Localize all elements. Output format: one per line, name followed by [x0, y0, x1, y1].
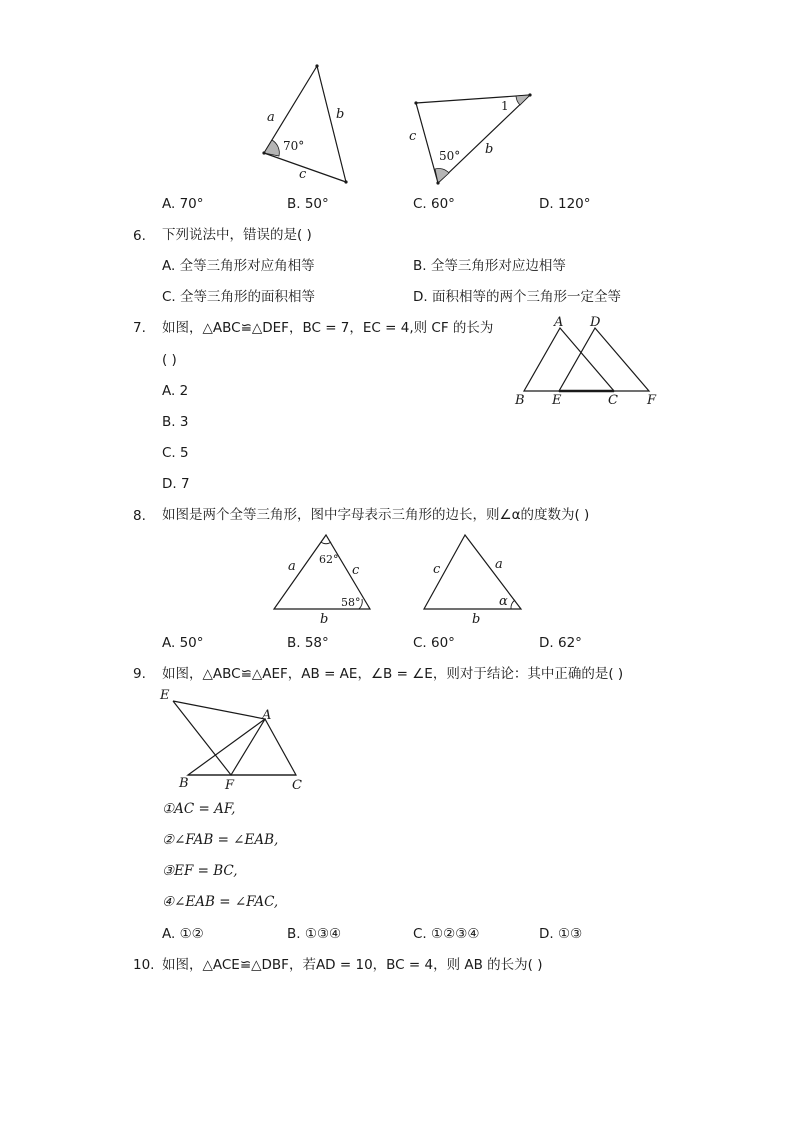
- point-b: B: [179, 776, 189, 791]
- right-angle-label: 58°: [341, 596, 361, 609]
- point-f: F: [647, 393, 657, 408]
- point-e: E: [160, 688, 170, 703]
- point-c: C: [608, 393, 618, 408]
- q8-left-triangle-figure: [270, 530, 380, 625]
- q10-stem: 如图，△ACE≌△DBF，若AD = 10，BC = 4，则 AB 的长为( ): [162, 957, 543, 973]
- side-c: c: [352, 563, 360, 578]
- q6-option-b[interactable]: B. 全等三角形对应边相等: [413, 258, 566, 274]
- side-a: a: [495, 557, 503, 572]
- q9-statement-4: ④∠EAB = ∠FAC,: [162, 894, 279, 910]
- q9-statement-3: ③EF = BC,: [162, 863, 238, 879]
- side-b: b: [320, 612, 329, 627]
- q9-number: 9.: [133, 666, 146, 682]
- point-c: C: [292, 778, 302, 793]
- side-c: c: [433, 562, 441, 577]
- label-b: b: [336, 107, 345, 122]
- label-c: c: [409, 129, 417, 144]
- q7-option-c[interactable]: C. 5: [162, 445, 189, 461]
- q9-option-a[interactable]: A. ①②: [162, 926, 204, 942]
- q8-option-b[interactable]: B. 58°: [287, 635, 329, 651]
- side-a: a: [288, 559, 296, 574]
- q5-right-triangle-figure: [405, 90, 540, 190]
- q8-number: 8.: [133, 508, 146, 524]
- angle-bottom-label: 50°: [439, 149, 461, 163]
- alpha-label: α: [499, 594, 508, 609]
- q10-number: 10.: [133, 957, 155, 973]
- q6-stem: 下列说法中，错误的是( ): [162, 227, 312, 243]
- q7-option-d[interactable]: D. 7: [162, 476, 190, 492]
- top-angle-label: 62°: [319, 553, 339, 566]
- q5-option-c[interactable]: C. 60°: [413, 196, 455, 212]
- q5-option-d[interactable]: D. 120°: [539, 196, 591, 212]
- q7-option-b[interactable]: B. 3: [162, 414, 189, 430]
- side-b: b: [472, 612, 481, 627]
- q9-option-c[interactable]: C. ①②③④: [413, 926, 480, 942]
- q9-stem: 如图，△ABC≌△AEF，AB = AE，∠B = ∠E，则对于结论：其中正确的是( ): [162, 666, 624, 682]
- q9-statement-2: ②∠FAB = ∠EAB,: [162, 832, 279, 848]
- q8-option-c[interactable]: C. 60°: [413, 635, 455, 651]
- q6-number: 6.: [133, 228, 146, 244]
- q8-right-triangle-figure: [420, 530, 530, 625]
- q7-number: 7.: [133, 320, 146, 336]
- q6-option-d[interactable]: D. 面积相等的两个三角形一定全等: [413, 289, 621, 305]
- q7-paren: ( ): [162, 352, 177, 368]
- q7-figure: [510, 312, 670, 412]
- q5-left-triangle-figure: [255, 60, 365, 190]
- point-a: A: [554, 315, 564, 330]
- label-a: a: [267, 110, 275, 125]
- point-e: E: [552, 393, 562, 408]
- q9-option-b[interactable]: B. ①③④: [287, 926, 342, 942]
- q7-stem: 如图，△ABC≌△DEF，BC = 7，EC = 4,则 CF 的长为: [162, 320, 494, 336]
- angle-top-label: 1: [501, 99, 509, 113]
- q8-option-d[interactable]: D. 62°: [539, 635, 582, 651]
- q5-option-a[interactable]: A. 70°: [162, 196, 204, 212]
- angle-label: 70°: [283, 139, 305, 153]
- q8-option-a[interactable]: A. 50°: [162, 635, 204, 651]
- point-a: A: [262, 708, 272, 723]
- label-c: c: [299, 167, 307, 182]
- q5-option-b[interactable]: B. 50°: [287, 196, 329, 212]
- q6-option-c[interactable]: C. 全等三角形的面积相等: [162, 289, 316, 305]
- q6-option-a[interactable]: A. 全等三角形对应角相等: [162, 258, 315, 274]
- point-f: F: [225, 778, 235, 793]
- label-b: b: [485, 142, 494, 157]
- q9-option-d[interactable]: D. ①③: [539, 926, 583, 942]
- point-d: D: [590, 315, 601, 330]
- q9-statement-1: ①AC = AF,: [162, 801, 236, 817]
- point-b: B: [515, 393, 525, 408]
- q8-stem: 如图是两个全等三角形，图中字母表示三角形的边长，则∠α的度数为( ): [162, 507, 590, 523]
- q9-figure: [155, 685, 315, 795]
- q7-option-a[interactable]: A. 2: [162, 383, 189, 399]
